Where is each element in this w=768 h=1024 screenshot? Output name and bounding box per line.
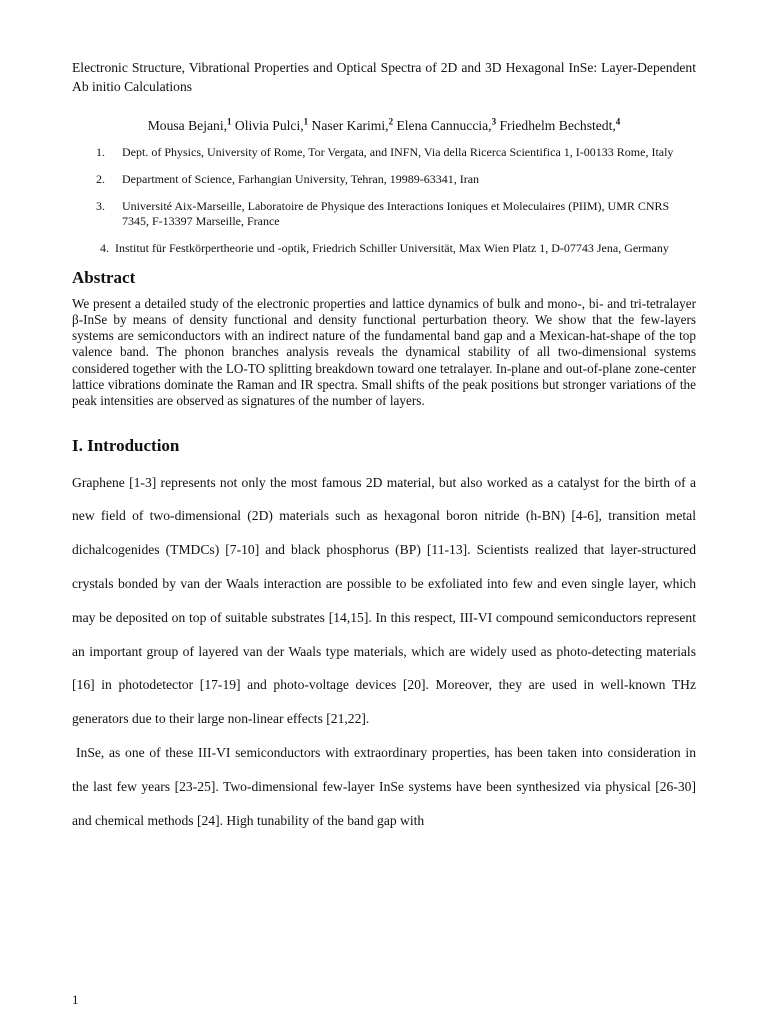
author-3: Naser Karimi,$^2$ xyxy=(311,116,394,133)
author-5: Friedhelm Bechstedt,$^4$ xyxy=(499,116,621,133)
intro-paragraph-2: InSe, as one of these III-VI semiconductors with extraordinary properties, has been taken into consideration in the last few years [23-25]. Two-dimensional few-layer InSe systems have been synthesized via physical [26-30] and chemical methods [24]. High tunability of the band gap with xyxy=(72,744,696,828)
page-number: 1 xyxy=(72,992,79,1007)
paper-page xyxy=(72,58,696,837)
author-list xyxy=(72,112,696,135)
intro-paragraph-1: Graphene [1-3] represents not only the most famous 2D material, but also worked as a catalyst for the birth of a new field of two-dimensional (2D) materials such as hexagonal boron nitride (h-BN) [4-6], transition metal dichalcogenides (TMDCs) [7-10] and black phosphorus (BP) [11-13]. Scientists realized that layer-structured crystals bonded by van der Waals interaction are possible to be exfoliated into few and even single layer, which may be deposited on top of suitable substrates [14,15]. In this respect, III-VI compound semiconductors represent an important group of layered van der Waals type materials, which are widely used as photo-detecting materials [16] in photodetector [17-19] and photo-voltage devices [20]. Moreover, they are used in well-known THz generators due to their large non-linear effects [21,22]. xyxy=(72,474,696,727)
author-2: Olivia Pulci,$^1$ xyxy=(234,116,309,133)
author-1: Mousa Bejani,$^1$ xyxy=(147,116,232,133)
paper-title: Electronic Structure, Vibrational Properties and Optical Spectra of 2D and 3D Hexagonal InSe: Layer-Dependent Ab initio Calculations xyxy=(72,60,696,94)
author-4: Elena Cannuccia,$^3$ xyxy=(396,116,497,133)
affiliation-1: 1. Dept. of Physics, University of Rome, Tor Vergata, and INFN, Via della Ricerca Scientifica 1, I-00133 Rome, Italy xyxy=(96,144,674,159)
introduction-heading: I. Introduction xyxy=(72,435,180,455)
abstract-text: We present a detailed study of the electronic properties and lattice dynamics of bulk and mono-, bi- and tri-tetralayer β-InSe by means of density functional and density functional perturbation theory. We show that the few-layers systems are semiconductors with an indirect nature of the fundamental band gap and a Mexican-hat-shape of the top valence band. The phonon branches analysis reveals the dynamical stability of all two-dimensional systems considered together with the LO-TO splitting breakdown toward one tetralayer. In-plane and out-of-plane zone-center lattice vibrations dominate the Raman and IR spectra. Small shifts of the peak positions but stronger variations of the peak intensities are observed as signatures of the number of layers. xyxy=(72,295,696,409)
abstract-heading: Abstract xyxy=(72,267,136,287)
affiliation-4: 4. Institut für Festkörpertheorie und -optik, Friedrich Schiller Universität, Max Wien Platz 1, D-07743 Jena, Germany xyxy=(100,240,669,255)
affiliation-3: 3. Université Aix-Marseille, Laboratoire de Physique des Interactions Ioniques et Moleculaires (PIIM), UMR CNRS 7345, F-13397 Marseille, France xyxy=(96,198,670,228)
affiliation-2: 2. Department of Science, Farhangian University, Tehran, 19989-63341, Iran xyxy=(96,171,480,186)
